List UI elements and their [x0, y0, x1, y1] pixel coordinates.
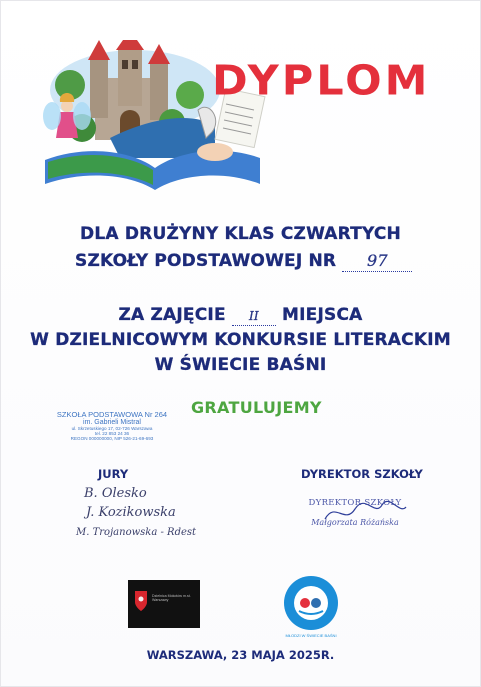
place-prefix: ZA ZAJĘCIE: [118, 305, 226, 325]
warsaw-coat-of-arms-icon: [134, 590, 148, 612]
warsaw-logo-text: Dzielnica Mokotów m.st. Warszawy: [152, 594, 191, 603]
school-stamp: [52, 410, 172, 441]
jury-label: JURY: [98, 467, 129, 481]
place-line: [0, 305, 481, 326]
diploma-title: DYPLOM: [212, 57, 431, 105]
school-stamp-line-5: REGON 000000000, NIP 526-21-69-693: [70, 436, 154, 441]
round-logo-text: MŁODZI W ŚWIECIE BAŚNI: [285, 633, 337, 638]
contest-line-2: W ŚWIECIE BAŚNI: [154, 355, 327, 375]
congratulations-text: GRATULUJEMY: [191, 398, 322, 417]
contest-line-1: W DZIELNICOWYM KONKURSIE LITERACKIM: [30, 330, 451, 350]
director-signature: [320, 497, 410, 529]
place-and-date: WARSZAWA, 23 MAJA 2025R.: [146, 648, 335, 662]
school-stamp-line-2: im. Gabrieli Mistral: [83, 419, 141, 426]
school-number-handwritten: 97: [366, 251, 388, 270]
place-handwritten: II: [248, 309, 259, 323]
recipient-line-2-prefix: SZKOŁY PODSTAWOWEJ NR: [75, 251, 337, 271]
jury-signature-1: B. Olesko: [84, 486, 147, 501]
jury-signature-2: J. Kozikowska: [86, 505, 176, 520]
director-stamp-name: Małgorzata Różańska: [311, 518, 399, 527]
school-stamp-line-4: tel. 22 853 24 36: [94, 431, 130, 436]
school-stamp-line-1: SZKOŁA PODSTAWOWA Nr 264: [56, 410, 168, 419]
contest-round-logo: [283, 575, 339, 631]
warsaw-district-logo: [128, 580, 200, 628]
place-field: [232, 305, 276, 326]
director-label: DYREKTOR SZKOŁY: [301, 467, 423, 481]
school-number-field: [342, 251, 412, 272]
place-suffix: MIEJSCA: [282, 305, 363, 325]
school-stamp-line-3: ul. Skrzetuskiego 17, 02-726 Warszawa: [71, 426, 153, 431]
jury-signature-3: M. Trojanowska - Rdest: [76, 527, 197, 538]
recipient-line-1: DLA DRUŻYNY KLAS CZWARTYCH: [80, 224, 401, 244]
recipient-line-2: [75, 251, 475, 272]
director-stamp-title: DYREKTOR SZKOŁY: [308, 498, 402, 508]
